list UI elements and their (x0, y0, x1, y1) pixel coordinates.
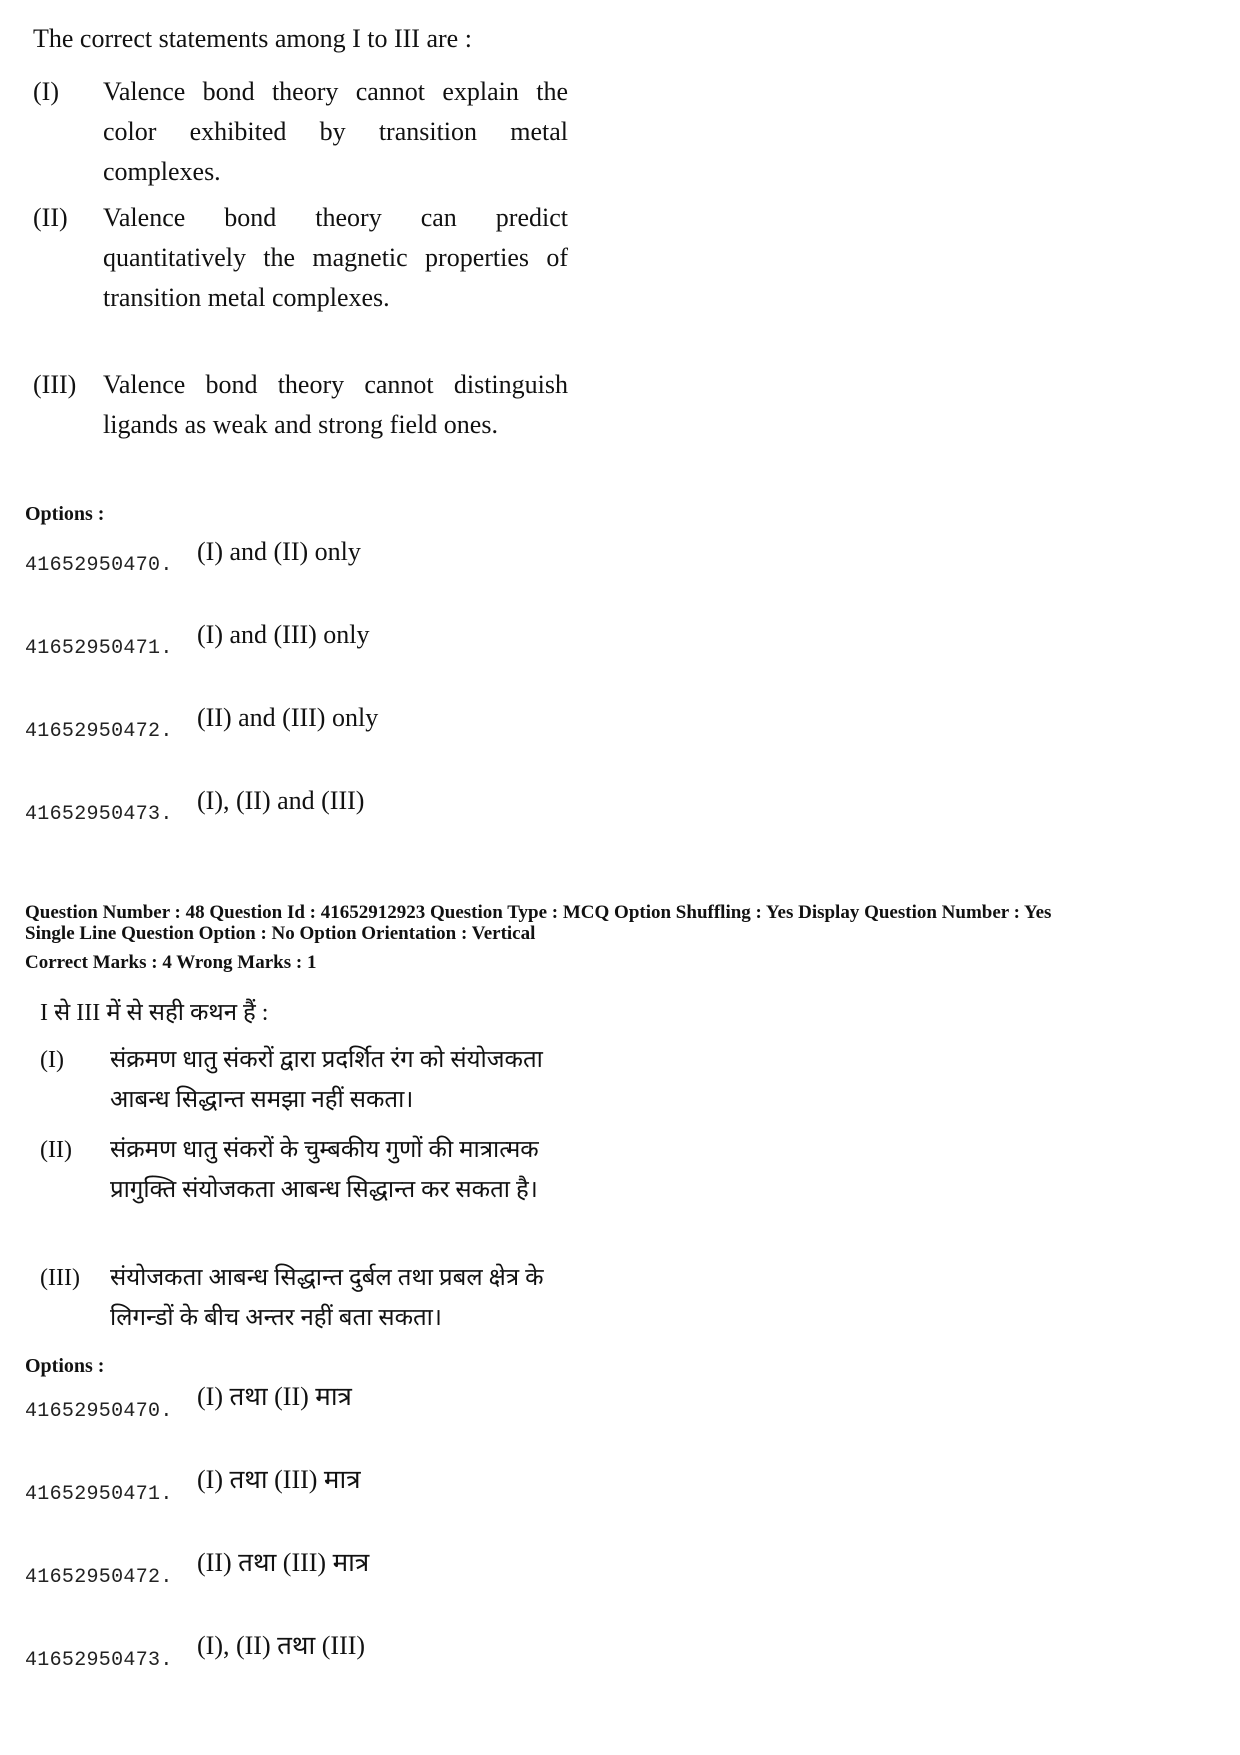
question-intro-en: The correct statements among I to III are : (33, 24, 472, 53)
statement-text: Valence bond theory can predict quantitatively the magnetic properties of transition metal complexes. (103, 203, 568, 312)
option-id: 41652950470. (25, 1400, 173, 1423)
options-label-en: Options : (25, 503, 105, 525)
option-text: (I) and (II) only (197, 537, 361, 566)
question-meta-line-3: Correct Marks : 4 Wrong Marks : 1 (25, 952, 317, 973)
statement-number: (I) (40, 1047, 64, 1073)
option-text: (I), (II) तथा (III) (197, 1631, 366, 1660)
option-text: (II) and (III) only (197, 703, 379, 732)
question-meta-line-1: Question Number : 48 Question Id : 41652912923 Question Type : MCQ Option Shuffling : Yes Display Question Number : Yes (25, 902, 1052, 923)
statement-number: (II) (33, 203, 68, 232)
option-id: 41652950471. (25, 1483, 173, 1506)
option-id: 41652950473. (25, 1649, 173, 1672)
option-text: (II) तथा (III) मात्र (197, 1548, 370, 1577)
option-id: 41652950472. (25, 1566, 173, 1589)
statement-text: संयोजकता आबन्ध सिद्धान्त दुर्बल तथा प्रबल क्षेत्र के लिगन्डों के बीच अन्तर नहीं बता सकता। (110, 1265, 544, 1331)
option-text: (I) तथा (II) मात्र (197, 1382, 352, 1411)
statement-text: संक्रमण धातु संकरों द्वारा प्रदर्शित रंग को संयोजकता आबन्ध सिद्धान्त समझा नहीं सकता। (110, 1047, 543, 1113)
option-id: 41652950473. (25, 803, 173, 826)
option-text: (I) तथा (III) मात्र (197, 1465, 361, 1494)
statement-number: (III) (33, 370, 77, 399)
statement-number: (I) (33, 77, 59, 106)
option-id: 41652950471. (25, 637, 173, 660)
statement-number: (III) (40, 1265, 80, 1291)
option-id: 41652950470. (25, 554, 173, 577)
statement-text: Valence bond theory cannot explain the color exhibited by transition metal complexes. (103, 77, 568, 186)
statement-text: Valence bond theory cannot distinguish ligands as weak and strong field ones. (103, 370, 568, 439)
statement-text: संक्रमण धातु संकरों के चुम्बकीय गुणों की मात्रात्मक प्रागुक्ति संयोजकता आबन्ध सिद्धान्त कर सकता है। (110, 1137, 539, 1203)
option-text: (I), (II) and (III) (197, 786, 365, 815)
option-id: 41652950472. (25, 720, 173, 743)
statement-number: (II) (40, 1137, 72, 1163)
question-intro-hi: I से III में से सही कथन हैं : (40, 1000, 269, 1026)
question-meta-line-2: Single Line Question Option : No Option Orientation : Vertical (25, 923, 536, 944)
options-label-hi: Options : (25, 1355, 105, 1377)
option-text: (I) and (III) only (197, 620, 370, 649)
